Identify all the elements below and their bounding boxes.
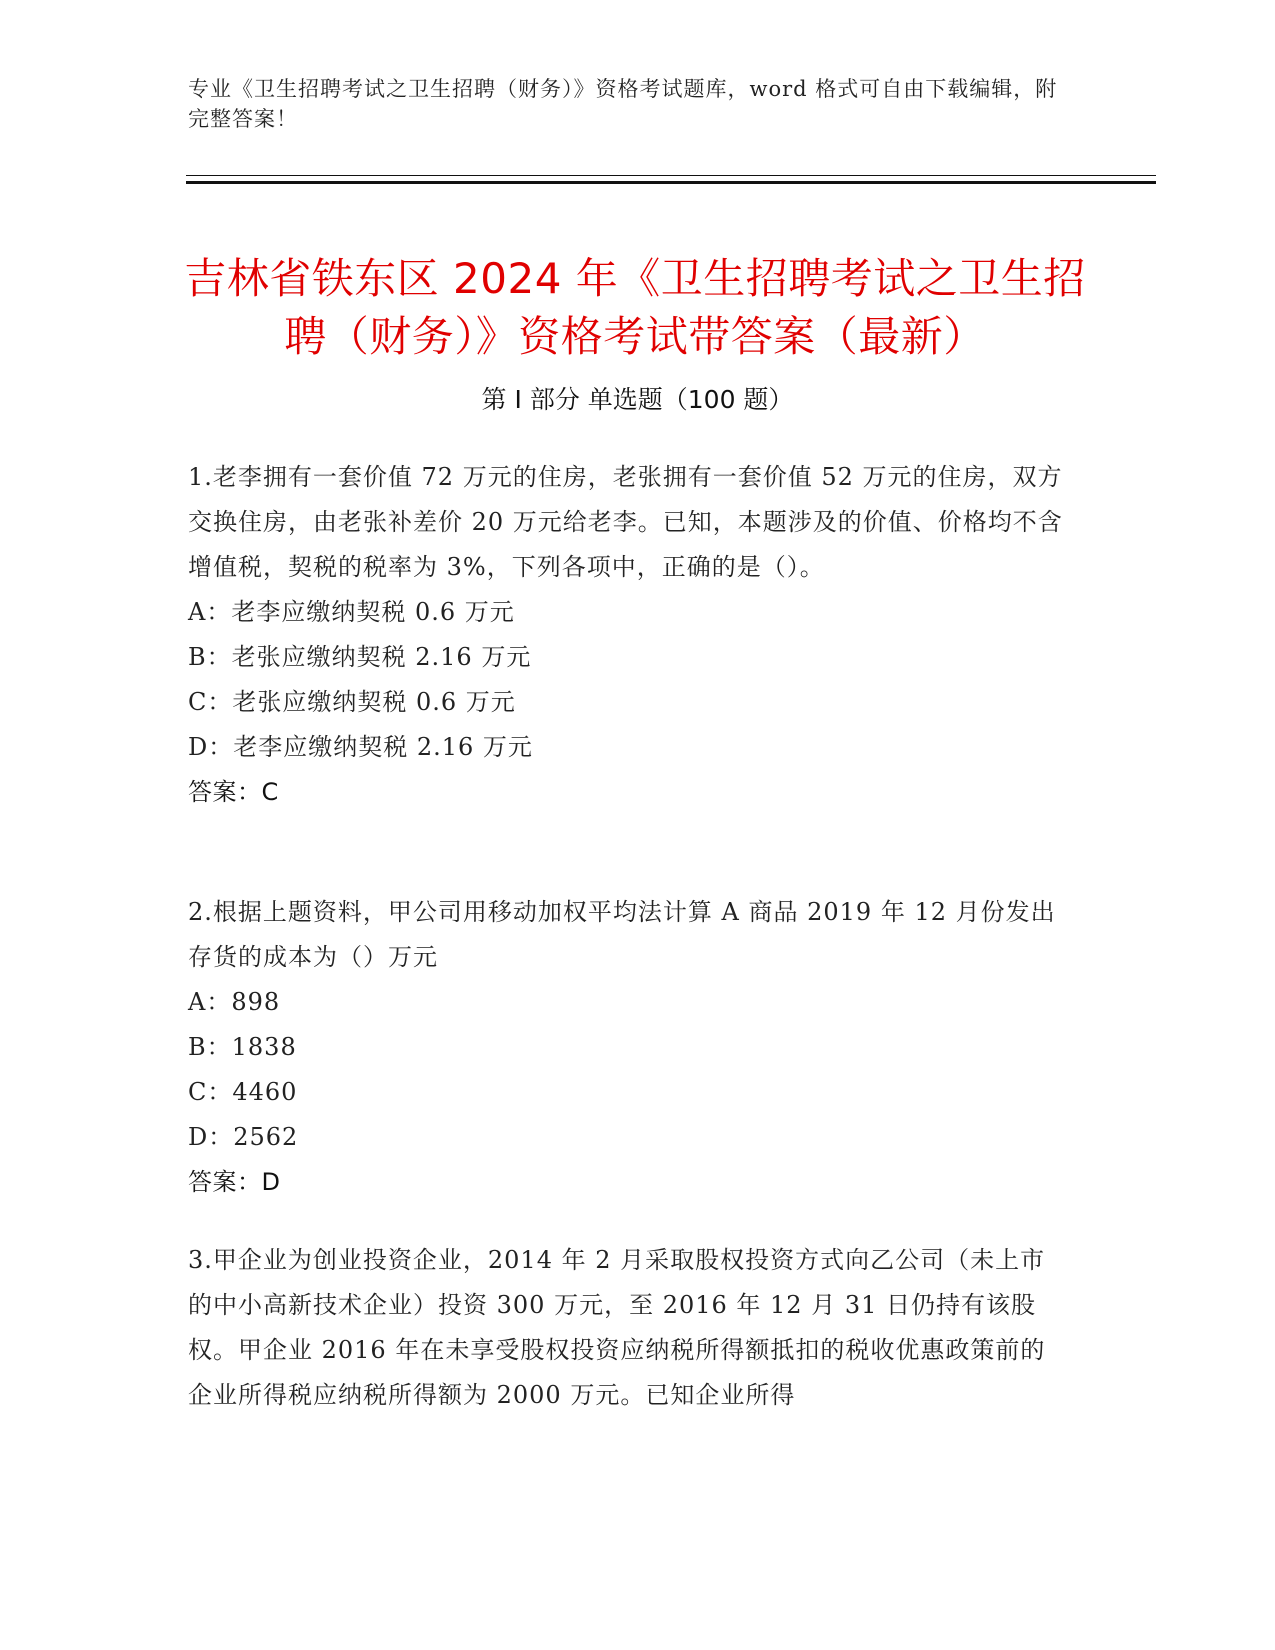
option-b: B：1838 [188,1033,297,1061]
answer: 答案：D [188,1168,281,1196]
document-title: 吉林省铁东区 2024 年《卫生招聘考试之卫生招聘（财务）》资格考试带答案（最新） [184,254,1086,362]
option-b: B：老张应缴纳契税 2.16 万元 [188,643,532,671]
question-2 [188,890,1068,1205]
section-title: 第 I 部分 单选题（100 题） [481,385,794,414]
answer: 答案：C [188,778,279,806]
header-note: 专业《卫生招聘考试之卫生招聘（财务）》资格考试题库，word 格式可自由下载编辑，附完整答案！ [188,77,1058,131]
question-stem: 1.老李拥有一套价值 72 万元的住房，老张拥有一套价值 52 万元的住房，双方交换住房，由老张补差价 20 万元给老李。已知，本题涉及的价值、价格均不含增值税，契税的税率为 3%，下列各项中，正确的是（）。 [188,463,1063,581]
header-divider-thin [186,175,1156,176]
option-a: A：898 [188,988,281,1016]
option-d: D：老李应缴纳契税 2.16 万元 [188,733,533,761]
header-divider-thick [186,181,1156,184]
question-stem: 3.甲企业为创业投资企业，2014 年 2 月采取股权投资方式向乙公司（未上市的中小高新技术企业）投资 300 万元，至 2016 年 12 月 31 日仍持有该股权。甲企业 2016 年在未享受股权投资应纳税所得额抵扣的税收优惠政策前的企业所得税应纳税所得额为 2000 万元。已知企业所得 [188,1246,1046,1409]
option-d: D：2562 [188,1123,299,1151]
option-c: C：4460 [188,1078,298,1106]
question-1 [188,455,1068,815]
question-3 [188,1238,1068,1418]
question-stem: 2.根据上题资料，甲公司用移动加权平均法计算 A 商品 2019 年 12 月份发出存货的成本为（）万元 [188,898,1056,971]
option-a: A：老李应缴纳契税 0.6 万元 [188,598,515,626]
option-c: C：老张应缴纳契税 0.6 万元 [188,688,516,716]
